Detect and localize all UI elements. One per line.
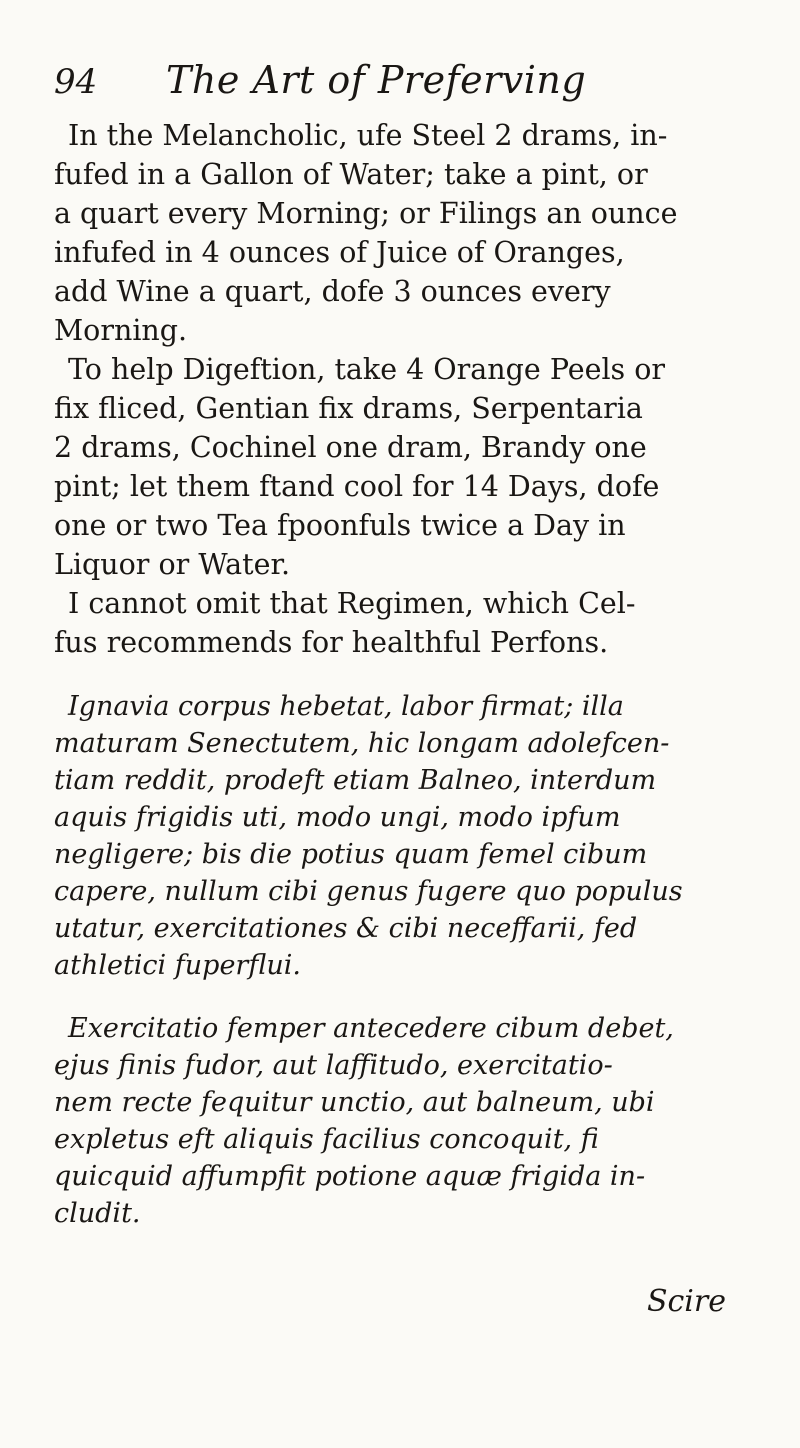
spacer: [54, 662, 756, 688]
catchword: Scire: [646, 1284, 726, 1319]
latin-quote-exercise: Exercitatio femper antecedere cibum debet, ejus finis fudor, aut laffitudo, exercitatio- nem recte fequitur unctio, aut balneum, ubi expletus eft aliquis facilius concoquit, fi quicquid affumpfit potione aquæ frigida in- cludit.: [54, 1013, 674, 1229]
latin-quote-regimen: Ignavia corpus hebetat, labor firmat; illa maturam Senectutem, hic longam adolefcen- tiam reddit, prodeft etiam Balneo, interdum aquis frigidis uti, modo ungi, modo ipfum negligere; bis die potius quam femel cibum capere, nullum cibi genus fugere quo populus utatur, exercitationes & cibi neceffarii, fed athletici fuperflui.: [54, 691, 683, 981]
paragraph-celsus: I cannot omit that Regimen, which Cel- fus recommends for healthful Perfons.: [54, 587, 636, 659]
page-number: 94: [54, 62, 98, 102]
paragraph-melancholic: In the Melancholic, ufe Steel 2 drams, in- fufed in a Gallon of Water; take a pint, or a quart every Morning; or Filings an ounce infufed in 4 ounces of Juice of Oranges, add Wine a quart, dofe 3 ounces every Morning.: [54, 119, 678, 347]
running-title: The Art of Preferving: [166, 58, 587, 102]
running-head: [54, 58, 756, 116]
paragraph-digestion: To help Digeftion, take 4 Orange Peels or fix fliced, Gentian fix drams, Serpentaria 2 drams, Cochinel one dram, Brandy one pint; let them ftand cool for 14 Days, dofe one or two Tea fpoonfuls twice a Day in Liquor or Water.: [54, 353, 666, 581]
spacer: [54, 984, 756, 1010]
